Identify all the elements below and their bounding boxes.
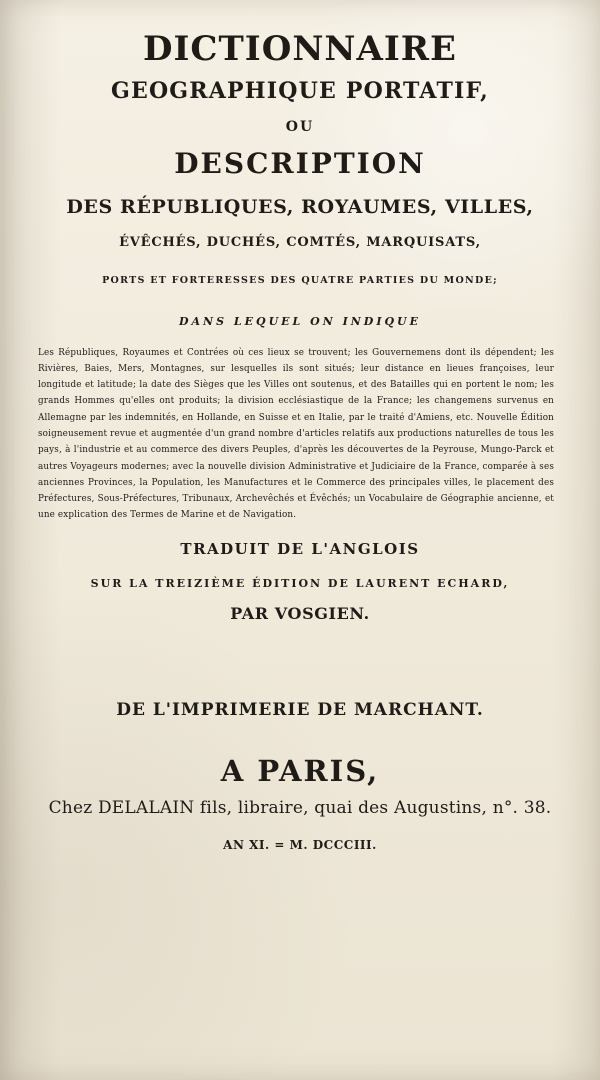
subtitle-republiques: DES RÉPUBLIQUES, ROYAUMES, VILLES, <box>66 196 534 218</box>
subtitle-ports: PORTS ET FORTERESSES DES QUATRE PARTIES DU MONDE; <box>102 275 498 286</box>
subtitle-eveches: ÉVÊCHÉS, DUCHÉS, COMTÉS, MARQUISATS, <box>119 235 481 250</box>
subtitle-description: DESCRIPTION <box>174 147 426 180</box>
description-paragraph: Les Républiques, Royaumes et Contrées où ces lieux se trouvent; les Gouvernemens dont ils dépendent; les Rivières, Baies, Mers, Montagnes, sur lesquelles ils sont situés; leur distance en lieues françoises, leur longitude et latitude; la date des Sièges que les Villes ont soutenus, et des Batailles qui en portent le nom; les grands Hommes qu'elles ont produits; la division ecclésiastique de la France; les changemens survenus en Allemagne par les indemnités, en Hollande, en Suisse et en Italie, par le traité d'Amiens, etc. Nouvelle Édition soigneusement revue et augmentée d'un grand nombre d'articles relatifs aux productions naturelles de tous les pays, à l'industrie et au commerce des divers Peuples, d'après les découvertes de la Peyrouse, Mungo-Parck et autres Voyageurs modernes; avec la nouvelle division Administrative et Judiciaire de la France, comparée à ses anciennes Provinces, la Population, les Manufactures et le Commerce des principales villes, le placement des Préfectures, Sous-Préfectures, Tribunaux, Archevêchés et Évêchés; un Vocabulaire de Géographie ancienne, et une explication des Termes de Marine et de Navigation. <box>38 347 554 521</box>
bookseller-line: Chez DELALAIN fils, libraire, quai des Augustins, n°. 38. <box>48 797 552 818</box>
spacer <box>26 622 574 702</box>
edition-line: SUR LA TREIZIÈME ÉDITION DE LAURENT ECHARD, <box>90 576 510 590</box>
printer-line: DE L'IMPRIMERIE DE MARCHANT. <box>116 699 484 720</box>
subtitle-ou: OU <box>285 119 315 135</box>
main-title: DICTIONNAIRE <box>143 29 457 69</box>
subtitle-geographique: GEOGRAPHIQUE PORTATIF, <box>110 78 490 104</box>
city-line: A PARIS, <box>220 753 380 788</box>
date-line: AN XI. = M. DCCCIII. <box>223 837 377 852</box>
subtitle-dans-lequel: DANS LEQUEL ON INDIQUE <box>178 314 422 328</box>
translation-line: TRADUIT DE L'ANGLOIS <box>180 539 420 558</box>
description-block <box>38 345 554 524</box>
author-line: PAR VOSGIEN. <box>230 603 370 623</box>
